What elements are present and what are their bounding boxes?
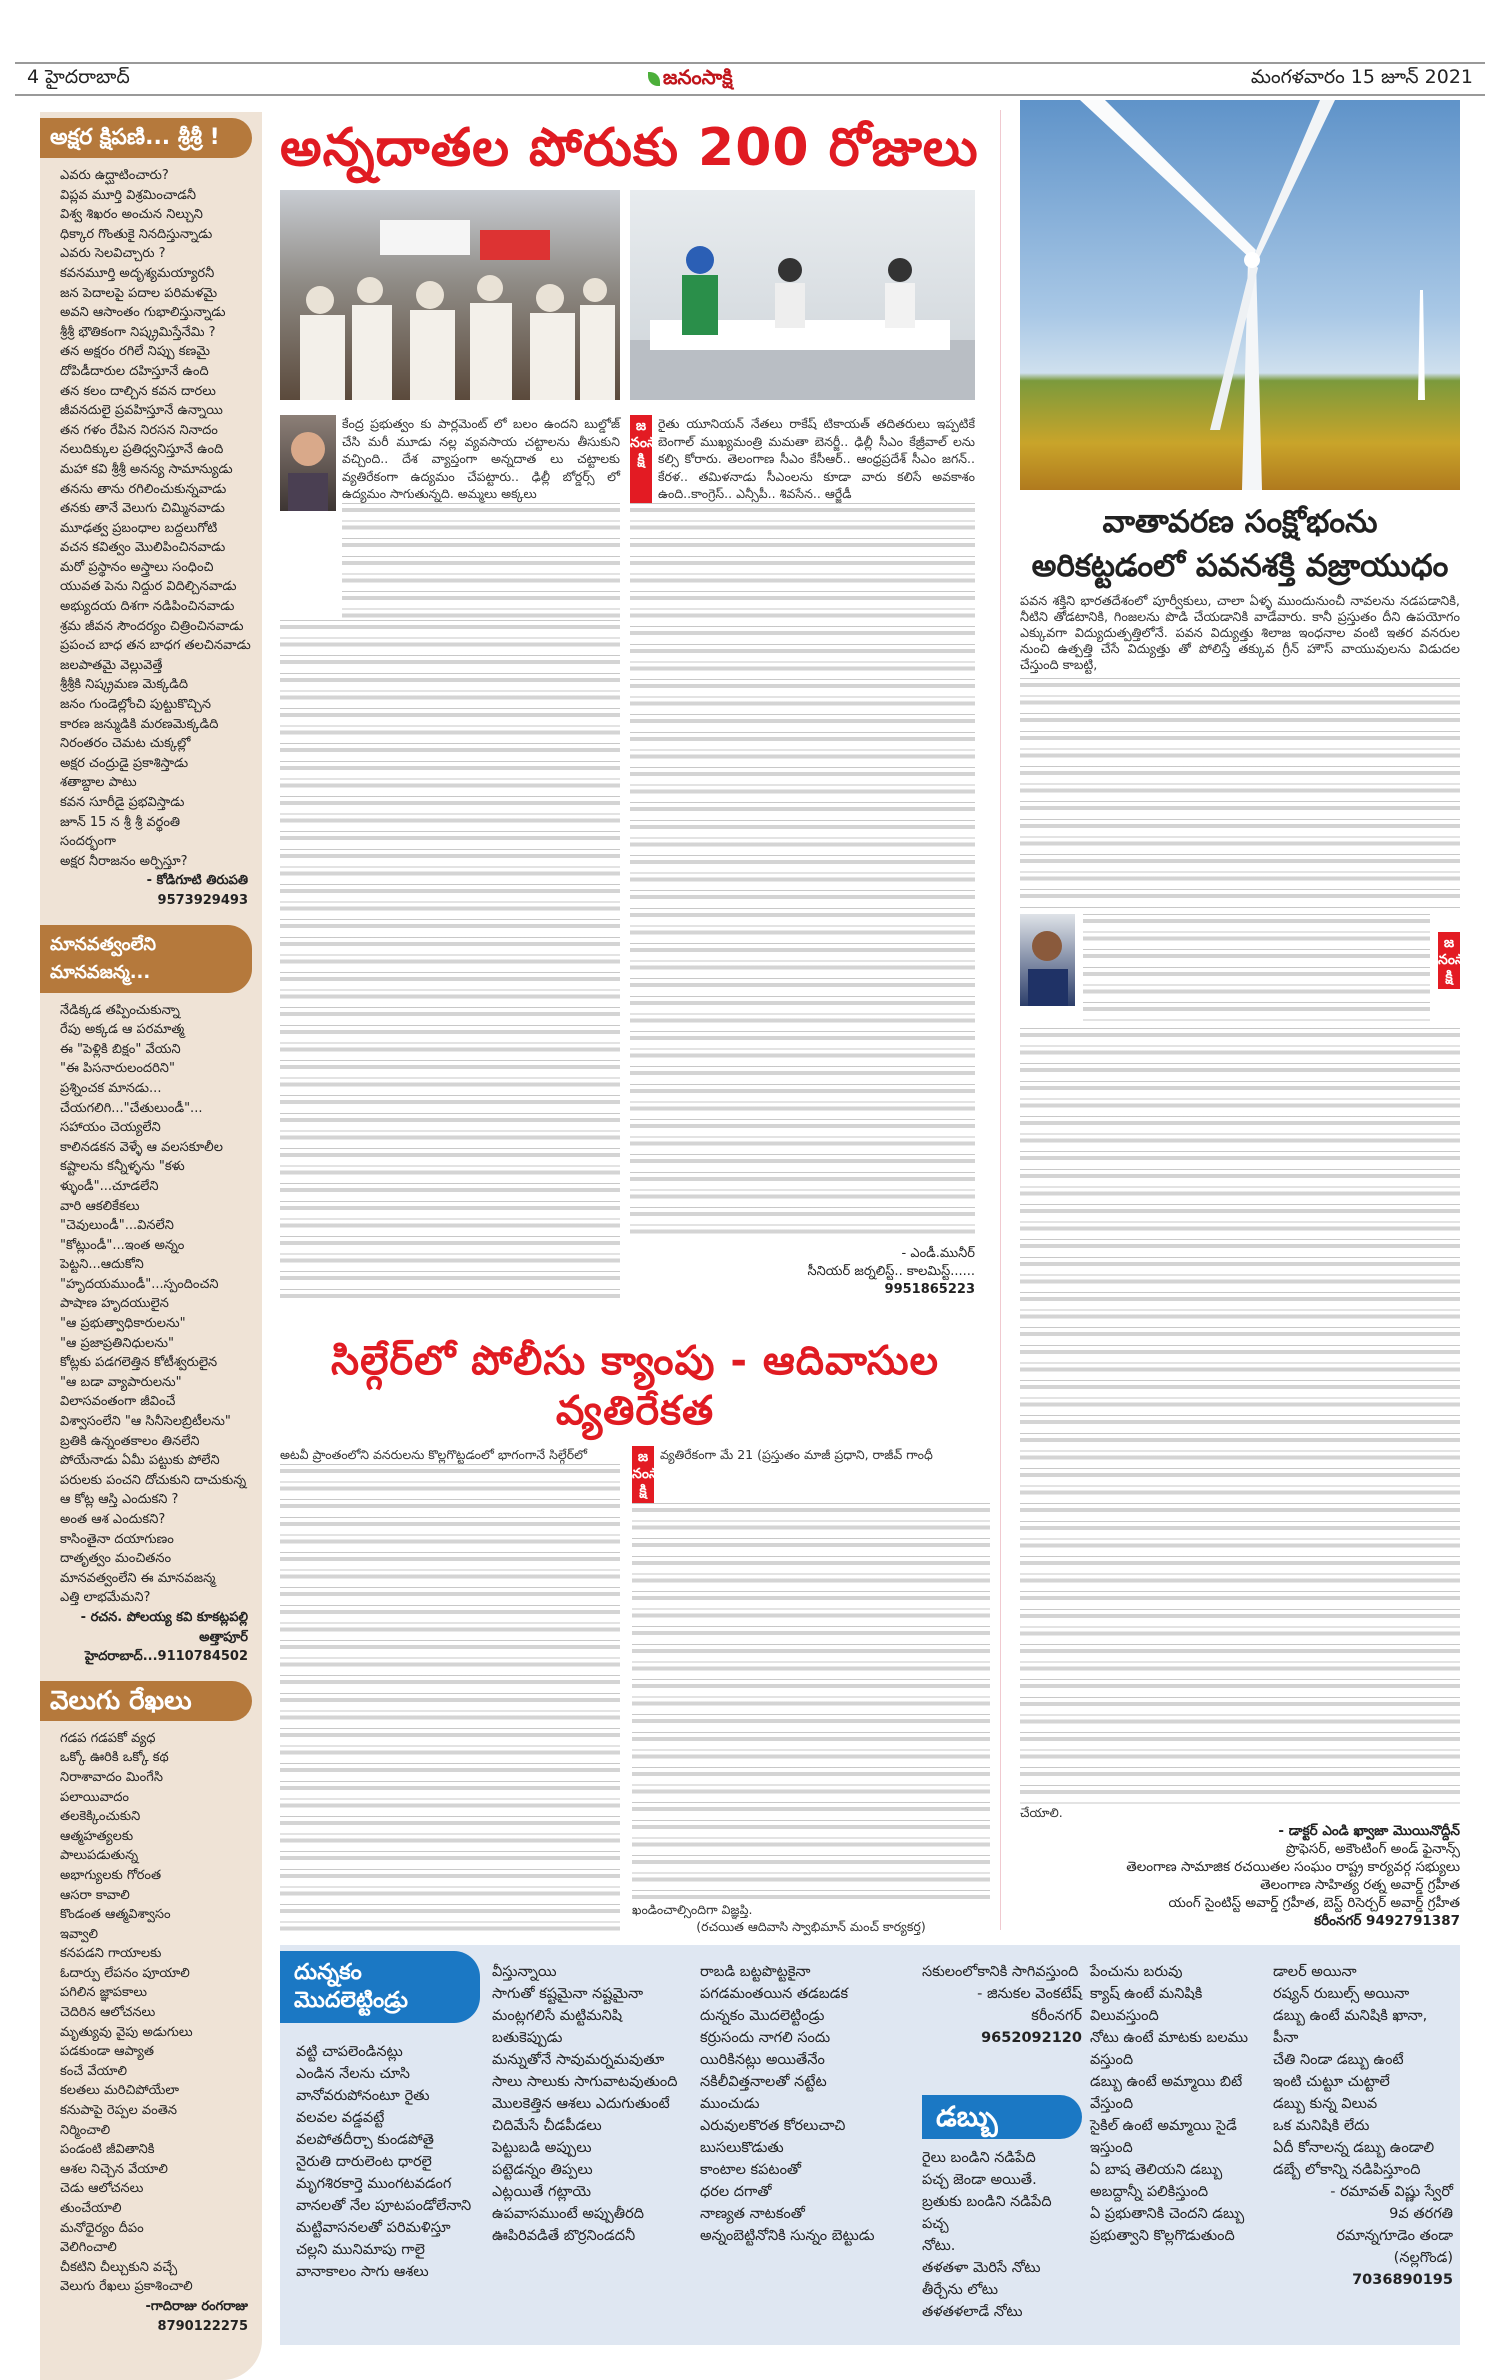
article2-col1: అటవీ ప్రాంతంలోని వనరులను కొల్లగొట్టడంలో భాగంగానే సిల్గేర్‌లో [280, 1447, 588, 1462]
poem-line: ఆ కోట్ల ఆస్తి ఎందుకని ? [60, 1492, 179, 1508]
text-lines [280, 1464, 620, 1936]
poem-line: అభ్యుదయ దిశగా నడిపించినవాడు [60, 599, 235, 615]
article1-headline: అన్నదాతల పోరుకు 200 రోజులు [280, 118, 979, 178]
poem-line: కోట్లకు పడగలెత్తిన కోటీశ్వరులైన [60, 1355, 218, 1371]
poem-line: "ఆ ప్రజాప్రతినిధులను" [60, 1335, 174, 1351]
poem-line: సహాయం చెయ్యలేని [60, 1120, 161, 1136]
article2-byline: (రచయిత ఆదివాసి స్వాభిమాన్ మంచ్ కార్యకర్త) [696, 1919, 926, 1935]
poem-line: "ఆ బడా వ్యాపారులను" [60, 1374, 182, 1390]
poem-line: తనకు తానే వెలుగు చిమ్మినవాడు [60, 501, 225, 517]
poem-line: తలకెక్కించుకుని [60, 1809, 141, 1825]
poem-line: రాబడి బట్టపొట్టకైనా [700, 1964, 811, 1980]
poem-column [296, 2041, 484, 2283]
text-lines [1020, 1028, 1460, 1804]
poem-line: తీర్చేను లోటు [922, 2282, 999, 2298]
poem-line: "ఈ పిసనారులందరిని" [60, 1061, 175, 1077]
poem-line: అంత ఆశ ఎందుకని? [60, 1512, 166, 1527]
meeting-illustration [630, 190, 975, 400]
poem-line: ఏదీ కోనాలన్న డబ్బు ఉండాలి [1273, 2140, 1435, 2156]
poem-author: - రచన. పోలయ్య కవి కూకట్లపల్లి [80, 1609, 248, 1625]
poem-line: ఎట్లయితే గట్లాయె [492, 2184, 591, 2200]
poem-line: వస్తుంది [1090, 2052, 1134, 2068]
wind-turbine-illustration [1020, 100, 1460, 490]
poem-line: వట్టి చాపలెండినట్లు [296, 2044, 403, 2060]
poem-column [700, 1961, 914, 2247]
poem-line: ఎండిన నేలను చూసి [296, 2066, 410, 2082]
poem-line: కనుపాపై రెప్పల వంతెన [60, 2103, 177, 2119]
poem-line: పగడమంతయిన తడబడక [700, 1986, 849, 2002]
byline-name: - ఎండీ.మునీర్ [901, 1246, 975, 1261]
poem-line: రైలు బండిని నడిపేది [922, 2150, 1036, 2166]
poem-line: ఇంటి చుట్టూ చుట్టాలే [1273, 2074, 1390, 2090]
poem-line: యిరికినట్లు అయితేనేం [700, 2052, 825, 2068]
bottom-poems-panel [280, 1945, 1460, 2345]
byline-name: - డాక్టర్ ఎండి ఖ్వాజా మొయినొద్దీన్ [1278, 1823, 1460, 1839]
poem-line: ఇవ్వాలి [60, 1926, 99, 1942]
poem-line: పెట్టుబడి అప్పులు [492, 2140, 592, 2156]
byline-role: సీనియర్ జర్నలిస్ట్.. కాలమిస్ట్...... [807, 1264, 975, 1279]
poem-line: చేతి నిండా డబ్బు ఉంటే [1273, 2052, 1404, 2068]
text-lines [632, 1503, 990, 1901]
poem-line: పచ్చ జెండా అయితే. [922, 2172, 1037, 2188]
poem-line: కవన సూరీడై ప్రభవిస్తాడు [60, 795, 185, 810]
poem-column [922, 1961, 1082, 2049]
poem-line: "కోట్లుండీ"...ఇంత అన్నం [60, 1237, 185, 1253]
poem-column [492, 1961, 692, 2247]
poem-line: డబ్బు ఉంటే మనిషికి ఖానా, పీనా [1273, 2008, 1428, 2046]
poem-line: శ్రమ జీవన సౌందర్యం చిత్రించినవాడు [60, 618, 244, 634]
poem-line: ముంచుడు [700, 2096, 760, 2112]
meeting-photo [630, 190, 975, 400]
poem-line: ఈ "పెళ్లికి బిక్షం" వేయని [60, 1041, 181, 1057]
poem-line: చల్లని మునిమాపు గాలై [296, 2242, 425, 2258]
poem-line: తళతళలాడే నోటు [922, 2304, 1023, 2320]
wind-turbine-photo [1020, 100, 1460, 490]
poem-line: క్యాష్ ఉంటే మనిషికి [1090, 1986, 1203, 2002]
poem-line: వచన కవిత్వం మొలిపించినవాడు [60, 540, 226, 556]
text-lines [630, 503, 975, 1240]
text-lines [1083, 914, 1430, 1024]
poem-body [40, 993, 262, 1667]
poem-line: పోయేనాడు ఏమీ పట్టుకు పోలేని [60, 1453, 220, 1469]
poem-line: ఎవరు సెలవిచ్చారు ? [60, 246, 166, 262]
article3-intro: పవన శక్తిని భారతదేశంలో పూర్వీకులు, చాలా ఏళ్ళ ముందునుంచీ నావలను నడపడానికి, నీటిని తోడటానికి, గింజలను పొడి చేయడానికి వాడేవారు. కానీ ప్రస్తుతం దీని ఉపయోగం ఎక్కువగా విద్యుదుత్పత్తిలోనే. పవన విద్యుత్తు శిలాజ ఇంధనాల వంటి ఇతర వనరుల నుంచి ఉత్పత్తి చేసే విద్యుత్తు తో పోలిస్తే తక్కువ గ్రీన్ హౌస్ వాయువులను విడుదల చేస్తుంది కాబట్టి, [1020, 594, 1460, 673]
poem-line: "ఆ ప్రభుత్వాధికారులను" [60, 1316, 186, 1332]
poem-line: దోపిడీదారుల దహిస్తూనే ఉంది [60, 363, 209, 379]
janamsakshi-badge: జనంసాక్షి [632, 1446, 654, 1503]
poem-line: నిరాశావాదం మింగేసి [60, 1769, 163, 1785]
poem-line: విలువస్తుంది [1090, 2008, 1159, 2024]
poem-line: వెలుగు రేఖలు ప్రకాశించాలి [60, 2279, 193, 2295]
headline-line2: అరికట్టడంలో పవనశక్తి వజ్రాయుధం [1031, 548, 1449, 584]
sidebar [40, 112, 262, 2380]
headline-line1: వాతావరణ సంక్షోభంను [1102, 504, 1378, 540]
poem-line: అభాగ్యులకు గోరంత [60, 1867, 162, 1883]
poem-line: పలాయివాదం [60, 1789, 129, 1805]
article3-byline [1020, 1822, 1460, 1930]
text-lines [1020, 678, 1460, 908]
poem-line: ఎవరు ఉద్ఘాటించారు? [60, 168, 169, 183]
poem-line: డబ్బే లోకాన్ని నడిపిస్తూంది [1273, 2162, 1421, 2178]
poem-line: బ్రతికి ఉన్నంతకాలం తినలేని [60, 1433, 200, 1449]
poem-line: నేడిక్కడ తప్పించుకున్నా [60, 1002, 180, 1018]
article1-col2: రైతు యూనియన్ నేతలు రాకేష్ టికాయత్ తదితరులు ఇప్పటికే బెంగాల్ ముఖ్యమంత్రి మమతా బెనర్జీ.. ఢిల్లీ సీఎం కేజ్రీవాల్ లను కల్సి కోరారు. తెలంగాణ సీఎం కేసీఆర్.. ఆంధ్రప్రదేశ్ సీఎం జగన్.. కేరళ.. తమిళనాడు సీఎంలను కూడా వారు కలిసే అవకాశం ఉంది..కాంగ్రెస్.. ఎన్సీపీ.. శివసేన.. ఆర్జేడీ [658, 416, 975, 502]
poem-line: వేస్తుంది [1090, 2096, 1134, 2112]
article3-author-row [1020, 914, 1470, 1024]
poem-author: -గాదిరాజు రంగరాజు [145, 2298, 248, 2314]
poem-line: అక్షర నీరాజనం అర్పిస్తూ? [60, 853, 188, 869]
leaf-icon [648, 72, 660, 86]
poem-line: నిరంతరం చెమట చుక్కల్లో [60, 736, 191, 752]
poem-author: 9వ తరగతి [1389, 2206, 1453, 2222]
poem-line: డబ్బు ఉంటే అమ్మాయి బిటే [1090, 2074, 1243, 2090]
poem-line: బతుకెప్పుడు [492, 2030, 563, 2046]
poem-line: "చెవులుండీ"...వినలేని [60, 1218, 174, 1234]
sidebar-poem-2 [40, 925, 262, 1667]
poem-line: సకులంలోకానికి సాగివస్తుంది [922, 1964, 1079, 1980]
article2-col2-wrap [632, 1446, 990, 1936]
article2-col1-wrap [280, 1446, 620, 1936]
poem-line: ఏ బాష తెలియని డబ్బు [1090, 2162, 1223, 2178]
poem-author: - రమావత్ విష్ణు స్వేరో [1330, 2184, 1453, 2200]
poem-line: దాతృత్వం మంచితనం [60, 1551, 172, 1567]
poem-author: 8790122275 [157, 2318, 248, 2334]
poem-line: పండంటి జీవితానికి [60, 2142, 155, 2158]
article1-right-column [630, 415, 975, 1240]
poem-line: పట్టెడన్నం తిప్పలు [492, 2162, 593, 2178]
poem-line: వానలతో నేల పూటపండోలేనాని [296, 2198, 472, 2214]
poem-line: సైకిల్ ఉంటే అమ్మాయి సైడే [1090, 2118, 1237, 2134]
poem-line: సందర్భంగా [60, 834, 116, 850]
poem-line: విశ్వ శిఖరం అంచున నిల్చుని [60, 207, 203, 223]
poem-line: జనం గుండెల్లోంచి పుట్టుకొచ్చిన [60, 697, 211, 713]
poem-line: మృత్యువు వైపు అడుగులు [60, 2024, 193, 2040]
poem-line: కాసింతైనా దయాగుణం [60, 1531, 174, 1547]
city-label: హైదరాబాద్ [45, 65, 130, 88]
poem-line: మనోధైర్యం దీపం [60, 2220, 144, 2236]
logo-text: జనంసాక్షి [662, 64, 733, 89]
poem-line: పాషాణ హృదయులైన [60, 1296, 169, 1312]
poem-line: పరులకు పంచని దోచుకుని దాచుకున్న [60, 1472, 247, 1488]
poem-line: సాగుతో కష్టమైనా నష్టమైనా [492, 1986, 644, 2002]
poem-line: తన కలం దాల్చిన కవన దారలు [60, 383, 216, 399]
poem-line: అవని ఆసాంతం గుభాలిస్తున్నాడు [60, 305, 226, 321]
poem-line: చెడు ఆలోచనలు [60, 2181, 144, 2197]
poem-line: రష్యన్ రుబుల్స్ అయినా [1273, 1986, 1410, 2002]
poem-column [1090, 1961, 1265, 2247]
poem-line: నకిలీవిత్తనాలతో నట్టేట [700, 2074, 827, 2090]
poem-line: విప్లవ మూర్తి విశ్రమించాడనీ [60, 187, 196, 203]
poem-author: కరీంనగర్ [1031, 2008, 1082, 2024]
poem-line: ఏ ప్రభుతానికి చెందని డబ్బు [1090, 2206, 1245, 2222]
poem-line: కాంటాల కపటంతో [700, 2162, 802, 2178]
sidebar-poem-title: వెలుగు రేఖలు [40, 1681, 252, 1721]
article1-intro-row [280, 415, 620, 620]
poem-line: ఉపవాసముంటే అప్పుతీరది [492, 2206, 644, 2222]
article1-col1: కేంద్ర ప్రభుత్వం కు పార్లమెంట్ లో బలం ఉందని బుల్డోజ్ చేసి మరీ మూడు నల్ల వ్యవసాయ చట్టాలను తీసుకుని వచ్చింది.. దేశ వ్యాప్తంగా అన్నదాత లు చట్టాలకు వ్యతిరేకంగా ఉద్యమం చేపట్టారు.. ఢిల్లీ బోర్డర్స్ లో ఉద్యమం సాగుతున్నది. అమ్మలు అక్కలు [342, 416, 620, 502]
poem-line: అన్నంబెట్టినోనికి సున్నం బెట్టుడు [700, 2228, 875, 2244]
article2-headline: సిల్గేర్‌లో పోలీసు క్యాంపు - ఆదివాసుల వ్యతిరేకత [330, 1338, 940, 1434]
poem-line: ఒక్కో ఊరికి ఒక్కో కథ [60, 1750, 169, 1766]
poem-line: కొండంత ఆత్మవిశ్వాసం [60, 1907, 171, 1923]
poem-column [922, 2147, 1082, 2323]
poem-line: తన గళం రేపిన నిరసన నినాదం [60, 422, 218, 438]
poem-line: కలతలు మరిచిపోయేలా [60, 2083, 179, 2099]
poem-line: వానాకాలం సాగు ఆశలు [296, 2264, 429, 2280]
poem-line: ప్రపంచ బాధ తన బాధగ తలచినవాడు [60, 638, 251, 654]
crowd-illustration [280, 190, 620, 400]
newspaper-logo [648, 65, 733, 94]
poem-line: కనపడని గాయాలకు [60, 1946, 162, 1962]
poem-author: రమాన్నగూడెం తండా (నల్లగొండ) [1336, 2228, 1453, 2266]
byline-role: తెలంగాణ సామాజిక రచయితల సంఘం రాష్ట్ర కార్యవర్గ సభ్యులు [1126, 1859, 1460, 1875]
poem-line: పేంచును బరువు [1090, 1964, 1183, 1980]
byline-phone: 9951865223 [884, 1282, 975, 1297]
column-divider [1000, 110, 1001, 1930]
poem-line: పాలుపడుతున్న [60, 1848, 139, 1864]
poem-line: జీవనదులై ప్రవహిస్తూనే ఉన్నాయి [60, 403, 223, 419]
poem-line: పెట్టని...ఆదుకోని [60, 1257, 144, 1273]
poem-line: నలుదిక్కుల ప్రతిధ్వనిస్తూనే ఉంది [60, 442, 224, 458]
poem-line: కర్రుసందు నాగలి సందు [700, 2030, 831, 2046]
poem-line: నోటు. [922, 2238, 956, 2254]
page-header [15, 62, 1485, 96]
janamsakshi-badge: జనంసాక్షి [630, 415, 652, 503]
poem-line: ఒక మనిషికి లేదు [1273, 2118, 1370, 2134]
poem-line: వానోవరుపోనంటూ రైతు [296, 2088, 430, 2104]
poem-line: నాణ్యత నాటకంతో [700, 2206, 805, 2222]
poem-line: ఎరువులకొరత కోరలుచాచి [700, 2118, 846, 2134]
poem-author: 7036890195 [1352, 2272, 1453, 2288]
poem-line: విశ్వాసంలేని "ఆ సినీసెలబ్రిటీలను" [60, 1414, 231, 1430]
poem-line: ళ్ళుండీ"...చూడలేని [60, 1178, 159, 1194]
poem-author: - జినుకల వెంకటేష్ [977, 1986, 1082, 2002]
poem-line: మృగశిరకార్తె ముంగటవడంగ [296, 2176, 452, 2192]
poem-line: రేపు అక్కడ ఆ పరమాత్మ [60, 1022, 185, 1038]
poem-line: వీస్తున్నాయి [492, 1964, 557, 1980]
poem-line: శ్రీశ్రీకి నిష్క్రమణ మెక్కడిది [60, 677, 189, 693]
article2 [280, 1336, 990, 1936]
poem-line: శ్రీశ్రీ భౌతికంగా నిష్క్రమిస్తేనేమి ? [60, 324, 216, 340]
poem-line: ఆశల నిచ్చెన వేయాలి [60, 2161, 168, 2177]
poem-line: జలపాతమై వెల్లువెత్తే [60, 657, 163, 673]
poem-line: తళతళా మెరిసే నోటు [922, 2260, 1041, 2276]
poem-line: వలపోతదీర్చా కుండపోతై [296, 2132, 434, 2148]
page-date: మంగళవారం 15 జూన్ 2021 [1250, 65, 1473, 88]
text-lines [280, 620, 620, 1300]
poem-line: ఆసరా కావాలి [60, 1887, 130, 1903]
sidebar-poem-title: అక్షర క్షిపణి... శ్రీశ్రీ ! [40, 118, 252, 158]
poem-line: మానవత్వంలేని ఈ మానవజన్మ [60, 1570, 216, 1586]
article3 [1020, 500, 1470, 1930]
page-city [27, 66, 130, 93]
poem-line: వారి ఆకలికేకలు [60, 1198, 140, 1214]
sidebar-poem-3 [40, 1681, 262, 2336]
poem-line: ప్రభుత్వాని కొల్లగొడుతుంది [1090, 2228, 1235, 2244]
poem-author: హైదరాబాద్...9110784502 [84, 1649, 248, 1665]
byline-role: ప్రొఫెసర్, అకౌంటింగ్ అండ్ ఫైనాన్స్ [1285, 1841, 1460, 1857]
poem-body [40, 1721, 262, 2336]
poem-line: చీకటిని చీల్చుకుని వచ్చే [60, 2259, 178, 2275]
poem-author: 9573929493 [157, 892, 248, 908]
farmers-protest-photo [280, 190, 620, 400]
poem-line: మూఢత్వ ప్రబంధాల బద్దలుగోటి [60, 520, 218, 536]
article1-col1-wrap [342, 415, 620, 620]
poem-line: విలాసవంతంగా జీవించే [60, 1394, 176, 1410]
poem-line: ధరల దగాతో [700, 2184, 772, 2200]
article1-byline [720, 1245, 975, 1299]
poem-line: జూన్ 15 న శ్రీ శ్రీ వర్థంతి [60, 814, 181, 830]
poem-title-dabbu: డబ్బు [922, 2095, 1082, 2139]
poem-line: బుసలుకొడుతు [700, 2140, 784, 2156]
poem-line: మొలకెత్తిన ఆశలు ఎదుగుతుంటే [492, 2096, 670, 2112]
sidebar-poem-title: మానవత్వంలేని మానవజన్మ... [40, 925, 252, 993]
article2-closing: ఖండించాల్సిందిగా విజ్ఞప్తి. [632, 1901, 753, 1917]
poem-line: ఇస్తుంది [1090, 2140, 1133, 2156]
poem-line: నైరుతి దారులెంట ధారలై [296, 2154, 432, 2170]
poem-line: వెలిగించాలి [60, 2240, 117, 2256]
poem-line: తనను తాను రగిలించుకున్నవాడు [60, 481, 227, 497]
poem-line: యువత పెను నిద్దుర విదిల్చినవాడు [60, 579, 237, 595]
poem-line: మట్టివాసనలతో పరిమళిస్తూ [296, 2220, 451, 2236]
poem-line: దున్నకం మొదలెట్టిండ్రు [700, 2008, 825, 2024]
poem-line: జన పెదాలపై పదాల పరిమళమై [60, 285, 218, 301]
poem-line: ఊపిరివడితే బొర్రనిండదనీ [492, 2228, 636, 2244]
article2-body [280, 1446, 990, 1936]
poem-line: నిర్మించాలి [60, 2122, 111, 2138]
article2-col2-row [632, 1446, 990, 1503]
poem-line: గడప గడపకో వ్యధ [60, 1730, 156, 1746]
author-photo [280, 415, 336, 511]
poem-line: ఎత్తి లాభమేమని? [60, 1590, 151, 1606]
poem-line: ధిక్కార గొంతుకై నినదిస్తున్నాడు [60, 226, 213, 242]
poem-line: మహా కవి శ్రీశ్రీ అనన్య సామాన్యుడు [60, 461, 233, 477]
poem-line: "హృదయముండీ"...స్పందించని [60, 1276, 219, 1292]
author-photo [1020, 914, 1075, 1006]
page-number: 4 [27, 65, 40, 88]
poem-line: మంట్లగలిసే మట్టిమనిషి [492, 2008, 623, 2024]
article2-col2: వ్యతిరేకంగా మే 21 (ప్రస్తుతం మాజీ ప్రధాని, రాజీవ్ గాంధీ [660, 1447, 933, 1462]
poem-line: తుంచేయాలి [60, 2201, 122, 2216]
janamsakshi-badge: జనంసాక్షి [1438, 932, 1460, 989]
poem-line: ఆత్మహత్యలకు [60, 1828, 134, 1844]
poem-line: నోటు ఉంటే మాటకు బలము [1090, 2030, 1249, 2046]
poem-line: సాలు సాలుకు సాగువాటవుతుంది [492, 2074, 678, 2090]
poem-line: మన్నుతోనే సావుమర్నమవుతూ [492, 2052, 665, 2068]
poem-column [1273, 1961, 1453, 2291]
poem-line: మరో ప్రస్థానం అస్త్రాలు సంధించి [60, 559, 214, 575]
poem-author: అత్తాపూర్ [199, 1629, 248, 1645]
poem-line: చేయగలిగి..."చేతులుండీ"... [60, 1100, 203, 1116]
article1-left-column [280, 415, 620, 1300]
poem-line: పగిలిన జ్ఞాపకాలు [60, 1985, 148, 2001]
poem-line: పడకుండా ఆప్యాత [60, 2044, 154, 2060]
poem-body [40, 158, 262, 911]
poem-author: - కోడిగూటి తిరుపతి [146, 873, 248, 889]
poem-line: శతాబ్దాల పాటు [60, 775, 137, 791]
byline-award: తెలంగాణ సాహిత్య రత్న అవార్డ్ గ్రహీత [1260, 1877, 1460, 1893]
poem-line: కవనమూర్తి అదృశ్యమయ్యారనీ [60, 265, 215, 281]
article1-col2-row [630, 415, 975, 503]
text-lines [342, 503, 620, 620]
poem-line: తన అక్షరం రగిలే నిప్పు కణమై [60, 344, 210, 360]
byline-award: యంగ్ సైంటిస్ట్ అవార్డ్ గ్రహీత, బెస్ట్ రిసెర్చర్ అవార్డ్ గ్రహీత [1168, 1895, 1460, 1911]
poem-title-dunnakam: దున్నకం మొదలెట్టిండ్రు [280, 1951, 480, 2023]
byline-phone: కరీంనగర్ 9492791387 [1314, 1913, 1460, 1929]
poem-line: బ్రతుకు బండిని నడిపేది పచ్చ [922, 2194, 1052, 2232]
poem-line: ఓదార్పు లేపనం పూయాలి [60, 1965, 190, 1981]
sidebar-poem-1 [40, 118, 262, 911]
poem-line: వలవల వడ్డవట్టే [296, 2110, 385, 2126]
poem-line: ప్రశ్నించక మానడు... [60, 1080, 162, 1096]
article3-closing: చేయాలి. [1020, 1805, 1063, 1821]
poem-line: డబ్బు కున్న విలువ [1273, 2096, 1378, 2112]
poem-line: డాలర్ అయినా [1273, 1964, 1357, 1980]
poem-line: చెదిరిన ఆలోచనలు [60, 2005, 156, 2021]
poem-author: 9652092120 [981, 2030, 1082, 2046]
poem-line: కాలినడకన వెళ్ళే ఆ వలసకూలీల [60, 1139, 223, 1155]
poem-line: కష్టాలను కన్నీళ్ళను "కళు [60, 1159, 185, 1175]
poem-line: కారణ జన్ముడికి మరణమెక్కడిది [60, 716, 219, 732]
poem-line: అక్షర చంద్రుడై ప్రకాశిస్తాడు [60, 755, 189, 771]
poem-line: అబద్దాన్నీ పలికిస్తుంది [1090, 2184, 1209, 2200]
poem-line: చిదిమేసే చీడపీడలు [492, 2118, 602, 2134]
article3-headline [1020, 500, 1460, 588]
poem-line: కంచే వేయాలి [60, 2063, 128, 2079]
